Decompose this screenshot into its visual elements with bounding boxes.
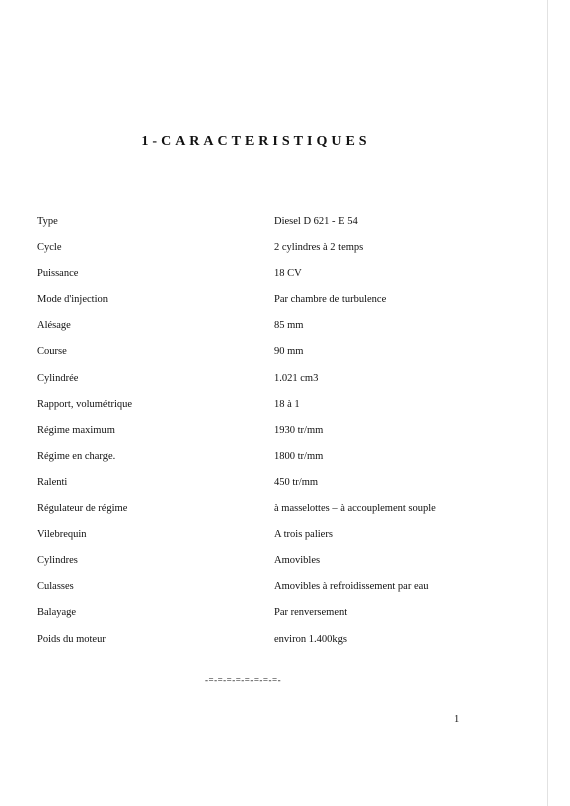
spec-row (37, 346, 497, 372)
spec-row (37, 529, 497, 555)
spec-value: 18 à 1 (274, 398, 300, 410)
spec-row (37, 373, 497, 399)
spec-row (37, 268, 497, 294)
spec-value: 90 mm (274, 346, 304, 358)
spec-value: 18 CV (274, 268, 302, 280)
spec-row (37, 242, 497, 268)
spec-value: 1.021 cm3 (274, 372, 319, 384)
spec-value: 1800 tr/mm (274, 450, 324, 462)
spec-label: Balayage (37, 607, 77, 619)
spec-row (37, 320, 497, 346)
spec-row (37, 477, 497, 503)
spec-row (37, 294, 497, 320)
spec-row (37, 399, 497, 425)
spec-label: Régime maximum (37, 424, 115, 436)
spec-value: Par chambre de turbulence (274, 294, 387, 306)
spec-label: Culasses (37, 581, 74, 593)
spec-row (37, 216, 497, 242)
spec-row (37, 451, 497, 477)
spec-label: Régulateur de régime (37, 503, 128, 515)
spec-row (37, 634, 497, 660)
spec-label: Ralenti (37, 476, 68, 488)
spec-label: Régime en charge. (37, 450, 116, 462)
spec-row (37, 555, 497, 581)
scan-edge-line (547, 0, 548, 806)
spec-label: Course (37, 346, 67, 358)
spec-value: Amovibles (274, 555, 321, 567)
spec-value: A trois paliers (274, 529, 333, 541)
spec-label: Poids du moteur (37, 633, 106, 645)
spec-value: Diesel D 621 - E 54 (274, 216, 358, 227)
spec-label: Type (37, 216, 58, 227)
spec-row (37, 425, 497, 451)
spec-value: à masselottes – à accouplement souple (274, 503, 436, 515)
spec-label: Cylindrée (37, 372, 79, 384)
spec-row (37, 503, 497, 529)
spec-label: Alésage (37, 320, 71, 332)
spec-value: 450 tr/mm (274, 476, 319, 488)
spec-label: Cylindres (37, 555, 78, 567)
spec-value: Amovibles à refroidissement par eau (274, 581, 429, 593)
spec-value: environ 1.400kgs (274, 633, 347, 645)
page-title: 1-CARACTERISTIQUES (141, 134, 371, 149)
spec-label: Puissance (37, 268, 79, 280)
spec-row (37, 607, 497, 633)
spec-label: Cycle (37, 242, 62, 254)
spec-list (37, 216, 497, 660)
spec-label: Vilebrequin (37, 529, 87, 541)
spec-value: 1930 tr/mm (274, 424, 324, 436)
spec-label: Mode d'injection (37, 294, 109, 306)
spec-value: Par renversement (274, 607, 348, 619)
spec-label: Rapport, volumétrique (37, 398, 133, 410)
page-number: 1 (454, 714, 460, 725)
spec-value: 85 mm (274, 320, 304, 332)
spec-value: 2 cylindres à 2 temps (274, 242, 364, 254)
spec-row (37, 581, 497, 607)
separator-line: -=-=-=-=-=-=-=-=- (205, 675, 282, 685)
